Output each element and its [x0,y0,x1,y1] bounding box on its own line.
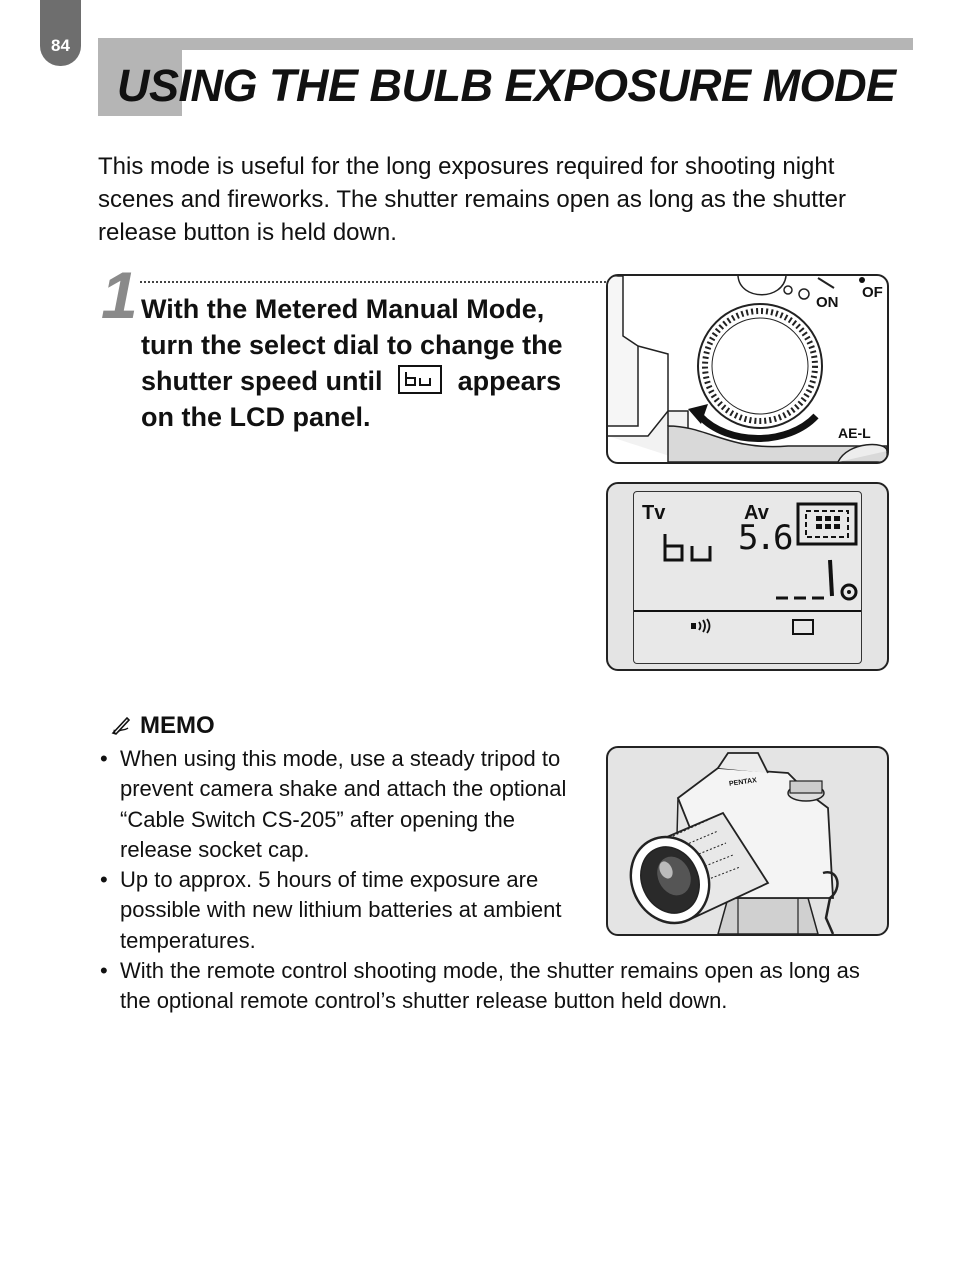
av-label: Av [744,502,769,524]
camera-illustration [608,748,887,934]
title-bar [98,38,913,50]
remote-signal-icon [690,618,716,634]
intro-paragraph: This mode is useful for the long exposures required for shooting night scenes and fireworks. The shutter remains open as long as the shutter release button is held down. [98,153,846,246]
memo-heading [110,712,215,740]
lcd-divider [634,610,861,612]
page-number: 84 [51,36,70,55]
memo-heading-text: MEMO [140,712,215,739]
single-frame-icon [792,619,814,635]
memo-item: • With the remote control shooting mode, the shutter remains open as long as the optional remote control’s shutter release button held down. [98,956,888,1017]
bulb-shutter-display [662,532,742,564]
dial-off-label: OF [862,284,883,301]
pencil-hand-icon [110,714,132,736]
lcd-bulb-icon [398,365,442,394]
step-text-after-icon: appears on the LCD panel. [141,366,562,432]
aperture-display: 5.6 [738,518,791,558]
lcd-screen [633,491,862,664]
memo-item: • When using this mode, use a steady tripod to prevent camera shake and attach the optional “Cable Switch CS-205” after opening the release socket cap. [98,744,582,865]
camera-brand-mark: PENTAX [728,777,758,788]
ae-lock-label: AE-L [838,425,871,441]
lcd-panel-figure [606,482,889,671]
page-title: USING THE BULB EXPOSURE MODE [117,60,896,111]
af-point-icon [796,502,858,546]
step-text-before-icon: With the Metered Manual Mode, turn the select dial to change the shutter speed until [141,294,563,396]
page-tab [40,0,81,66]
dial-on-label: ON [816,294,839,311]
step-divider [140,281,606,283]
frame-counter-display [774,554,864,604]
select-dial-figure [606,274,889,464]
step-instruction [141,291,581,435]
camera-tripod-figure [606,746,889,936]
tv-label: Tv [642,502,666,524]
step-number: 1 [101,258,138,332]
memo-item: • Up to approx. 5 hours of time exposure are possible with new lithium batteries at ambient temperatures. [98,865,582,956]
